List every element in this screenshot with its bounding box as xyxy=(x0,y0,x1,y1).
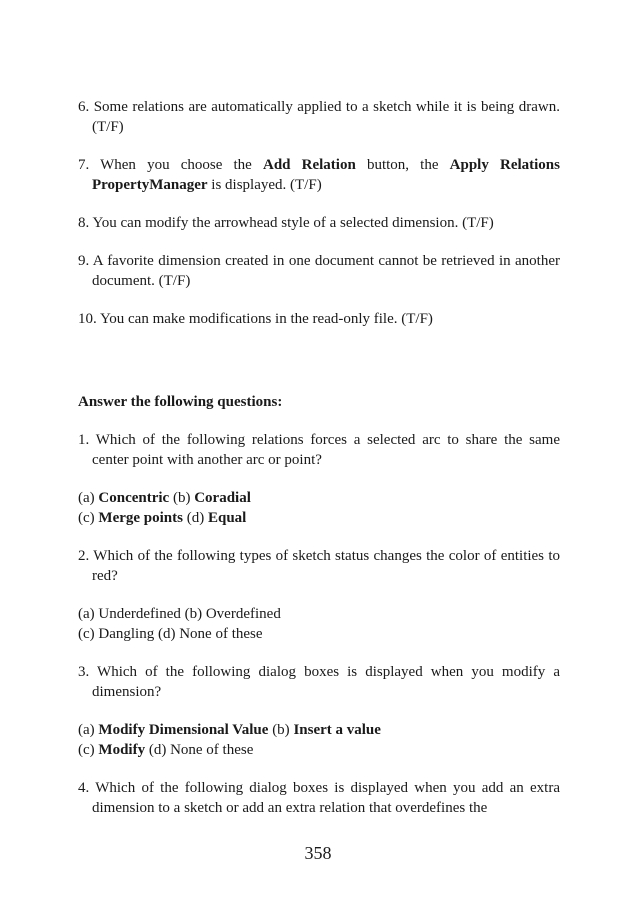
mcq-1-options-ab: (a) Concentric (b) Coradial xyxy=(78,490,251,506)
tf-question-10: 10. You can make modifications in the read-only file. (T/F) xyxy=(78,311,433,327)
tf-question-8: 8. You can modify the arrowhead style of a selected dimension. (T/F) xyxy=(78,215,494,231)
tf-question-9: 9. A favorite dimension created in one document cannot be retrieved in another document. (T/F) xyxy=(78,253,560,289)
add-relation-term: Add Relation xyxy=(262,157,356,173)
mcq-2-options-ab: (a) Underdefined (b) Overdefined xyxy=(78,606,281,622)
mcq-3-options-cd: (c) Modify (d) None of these xyxy=(78,742,254,758)
mcq-2-options-cd: (c) Dangling (d) None of these xyxy=(78,626,263,642)
mcq-1-options-cd: (c) Merge points (d) Equal xyxy=(78,510,247,526)
page-number: 358 xyxy=(304,843,332,863)
mcq-question-4: 4. Which of the following dialog boxes is displayed when you add an extra dimension to a sketch or add an extra relation that overdefines the xyxy=(78,780,560,816)
section-heading: Answer the following questions: xyxy=(78,394,283,410)
mcq-question-2: 2. Which of the following types of sketch status changes the color of entities to red? xyxy=(78,548,560,584)
mcq-question-3: 3. Which of the following dialog boxes is displayed when you modify a dimension? xyxy=(78,664,560,700)
tf-question-6: 6. Some relations are automatically applied to a sketch while it is being drawn. (T/F) xyxy=(78,99,560,135)
mcq-question-1: 1. Which of the following relations forces a selected arc to share the same center point with another arc or point? xyxy=(78,432,560,468)
apply-relations-term: Apply Relations PropertyManager xyxy=(92,157,560,193)
page-content xyxy=(78,97,560,818)
tf-question-7: 7. When you choose the Add Relation button, the Apply Relations PropertyManager is displayed. (T/F) xyxy=(78,157,560,193)
mcq-3-options-ab: (a) Modify Dimensional Value (b) Insert a value xyxy=(78,722,381,738)
